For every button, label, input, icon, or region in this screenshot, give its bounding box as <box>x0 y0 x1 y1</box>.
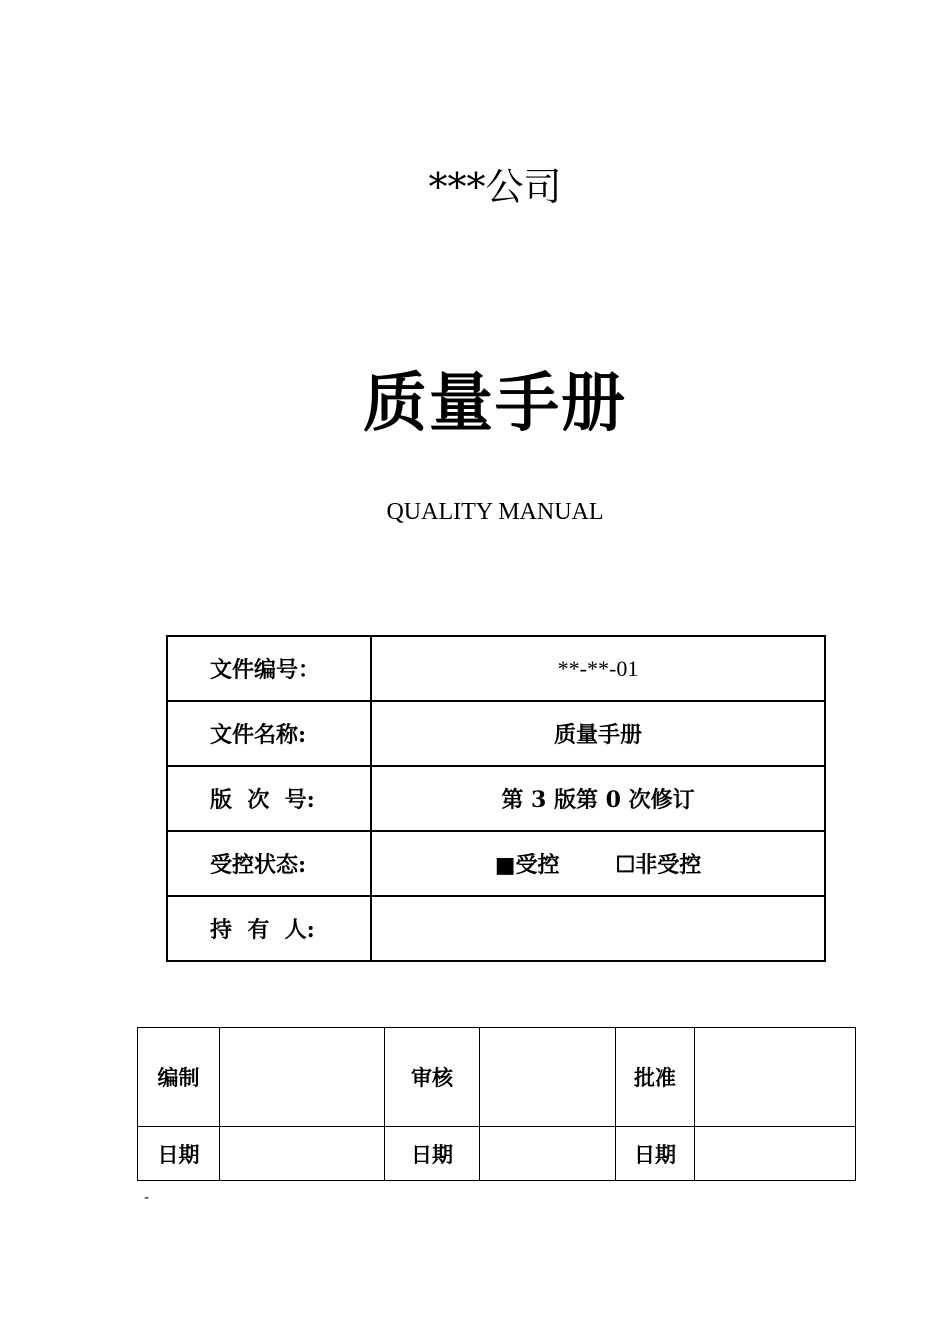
doc-number-label: 文件编号： <box>167 636 371 701</box>
control-status-label: 受控状态: <box>167 831 371 896</box>
reviewed-date-cell[interactable] <box>480 1127 616 1181</box>
info-row-doc-number <box>167 636 825 701</box>
version-label: 版 次 号: <box>167 766 371 831</box>
info-row-control-status <box>167 831 825 896</box>
reviewed-label: 审核 <box>385 1028 480 1127</box>
reviewed-date-label: 日期 <box>385 1127 480 1181</box>
reviewed-signature-cell[interactable] <box>480 1028 616 1127</box>
doc-name-value: 质量手册 <box>371 701 825 766</box>
prepared-label: 编制 <box>138 1028 220 1127</box>
control-status-value <box>371 831 825 896</box>
company-name: ***公司 <box>428 165 562 209</box>
prepared-date-label: 日期 <box>138 1127 220 1181</box>
holder-value[interactable] <box>371 896 825 961</box>
document-subtitle: QUALITY MANUAL <box>386 499 604 525</box>
controlled-checkbox[interactable]: ■受控 <box>494 852 560 878</box>
info-row-holder <box>167 896 825 961</box>
doc-name-label: 文件名称: <box>167 701 371 766</box>
version-value: 第 3 版第 0 次修订 <box>371 766 825 831</box>
uncontrolled-checkbox[interactable]: ☐非受控 <box>615 852 702 878</box>
holder-label: 持 有 人: <box>167 896 371 961</box>
signature-row <box>138 1028 856 1127</box>
doc-number-value: **-**-01 <box>371 636 825 701</box>
info-row-doc-name <box>167 701 825 766</box>
document-info-table <box>166 635 826 962</box>
approved-date-cell[interactable] <box>695 1127 856 1181</box>
approved-label: 批准 <box>616 1028 695 1127</box>
info-row-version <box>167 766 825 831</box>
signature-table <box>137 1027 856 1181</box>
date-row <box>138 1127 856 1181</box>
document-title: 质量手册 <box>363 366 627 441</box>
approved-date-label: 日期 <box>616 1127 695 1181</box>
prepared-signature-cell[interactable] <box>220 1028 385 1127</box>
prepared-date-cell[interactable] <box>220 1127 385 1181</box>
footer-mark: - <box>144 1190 150 1206</box>
approved-signature-cell[interactable] <box>695 1028 856 1127</box>
